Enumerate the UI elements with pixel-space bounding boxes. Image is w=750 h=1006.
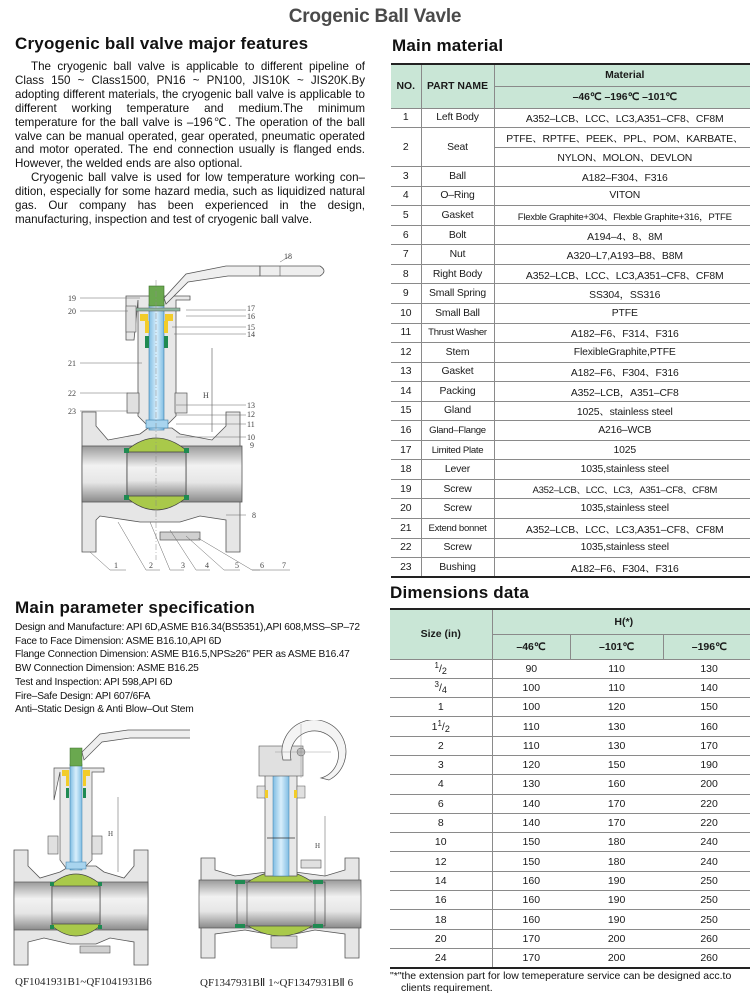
size-whole: 12 [434,855,447,868]
row-material: 1035,stainless steel [494,499,750,519]
row-part: Small Spring [421,284,494,304]
row-h-101: 160 [570,775,663,794]
row-part: Lever [421,460,494,480]
row-part: Bushing [421,558,494,578]
size-denominator: 2 [441,666,447,677]
callout-15: 15 [247,323,255,332]
row-part: Extend bonnet [421,518,494,538]
size-whole: 8 [437,817,444,830]
table-row [391,108,750,128]
table-row [390,794,750,813]
header-part-name: PART NAME [421,64,494,108]
table-row [390,678,750,697]
table-row [391,284,750,304]
row-part: Limited Plate [421,440,494,460]
material-header-row [391,64,750,86]
row-material: 1025 [494,440,750,460]
row-h-196: 150 [663,698,750,717]
table-row [390,948,750,967]
callout-4: 4 [205,561,209,570]
row-no: 12 [391,343,421,363]
row-part: Bolt [421,225,494,245]
table-row [391,460,750,480]
table-row [391,382,750,402]
row-h-196: 130 [663,659,750,678]
row-material: A216–WCB [494,421,750,441]
dimension-h-label: H [203,391,209,400]
row-part: Gasket [421,362,494,382]
header-temperatures: –46℃ –196℃ –101℃ [494,86,750,108]
row-part: Seat [421,128,494,167]
size-whole: 6 [437,797,444,810]
callout-1: 1 [114,561,118,570]
row-h-196: 220 [663,813,750,832]
size-whole: 10 [434,836,447,849]
table-row [390,871,750,890]
row-material: SS304，SS316 [494,284,750,304]
row-part: Screw [421,538,494,558]
callout-23: 23 [68,407,76,416]
row-material: PTFE、RPTFE、PEEK、PPL、POM、KARBATE、 [494,128,750,148]
model-caption-lever: QF1041931B1~QF1041931B6 [15,976,152,988]
row-part: O–Ring [421,186,494,206]
row-h-46: 170 [492,948,570,967]
row-size [390,833,492,852]
table-row [390,755,750,774]
param-test-inspection: Test and Inspection: API 598,API 6D [15,676,173,688]
dims-header-row [390,609,750,634]
row-part: Small Ball [421,303,494,323]
callout-3: 3 [181,561,185,570]
features-paragraph-2: Cryogenic ball valve is used for low temperature working con–dition, especially for some hazard media, such as liquidized natural gas. Our company has been experienced in the design, manufacturing, inspection and test of cryogenic ball valve. [15,171,365,226]
table-row [391,558,750,578]
size-whole: 4 [437,778,444,791]
header-h: H(*) [492,609,750,634]
row-no: 14 [391,382,421,402]
row-size [390,929,492,948]
parameters-list [15,621,375,717]
callout-13: 13 [247,401,255,410]
row-no: 15 [391,401,421,421]
dimensions-table-body [390,659,750,968]
row-h-46: 130 [492,775,570,794]
row-material: 1035,stainless steel [494,538,750,558]
row-h-101: 110 [570,659,663,678]
row-size [390,813,492,832]
row-size [390,852,492,871]
row-h-101: 170 [570,794,663,813]
footnote-line-1: "*"the extension part for low temeperature service can be designed acc.to [390,970,732,982]
row-part: Screw [421,499,494,519]
row-part: Left Body [421,108,494,128]
fraction-slash: / [439,682,442,695]
row-h-46: 160 [492,891,570,910]
row-no: 22 [391,538,421,558]
row-part: Nut [421,245,494,265]
table-row [391,343,750,363]
table-row [390,736,750,755]
size-whole: 14 [434,874,447,887]
header-temp-46: –46℃ [492,634,570,659]
row-size [390,871,492,890]
row-material: FlexibleGraphite,PTFE [494,343,750,363]
row-h-101: 190 [570,871,663,890]
callout-11: 11 [247,420,255,429]
header-temp-196: –196℃ [663,634,750,659]
row-part: Stem [421,343,494,363]
header-size: Size (in) [390,609,492,659]
row-part: Gland [421,401,494,421]
row-h-46: 150 [492,852,570,871]
table-row [391,206,750,226]
model-caption-gear: QF1347931BⅡ 1~QF1347931BⅡ 6 [200,977,354,989]
row-no: 17 [391,440,421,460]
row-h-46: 100 [492,678,570,697]
table-row [391,499,750,519]
row-h-101: 110 [570,678,663,697]
row-material: A352–LCB，A351–CF8 [494,382,750,402]
row-no: 4 [391,186,421,206]
table-row [390,852,750,871]
callout-22: 22 [68,389,76,398]
row-no: 10 [391,303,421,323]
row-h-101: 130 [570,736,663,755]
row-size [390,717,492,736]
table-row [391,479,750,499]
row-part: Packing [421,382,494,402]
row-h-196: 250 [663,871,750,890]
row-material: A352–LCB、LCC、LC3，A351–CF8、CF8M [494,479,750,499]
row-part: Gasket [421,206,494,226]
row-material: A182–F304、F316 [494,167,750,187]
row-no: 8 [391,264,421,284]
row-part: Gland–Flange [421,421,494,441]
row-h-101: 200 [570,929,663,948]
row-h-46: 100 [492,698,570,717]
row-no: 5 [391,206,421,226]
row-h-46: 110 [492,717,570,736]
row-h-101: 130 [570,717,663,736]
row-size [390,948,492,967]
row-material: A352–LCB、LCC、LC3,A351–CF8、CF8M [494,518,750,538]
callout-10: 10 [247,433,255,442]
row-h-196: 200 [663,775,750,794]
table-row [391,421,750,441]
row-h-101: 150 [570,755,663,774]
table-row [390,775,750,794]
table-row [390,929,750,948]
row-material: A352–LCB、LCC、LC3,A351–CF8、CF8M [494,108,750,128]
row-h-196: 160 [663,717,750,736]
row-material: A320–L7,A193–B8、B8M [494,245,750,265]
row-no: 11 [391,323,421,343]
row-h-196: 260 [663,929,750,948]
row-material: A182–F6、F304、F316 [494,558,750,578]
size-numerator: 1 [437,719,442,729]
callout-21: 21 [68,359,76,368]
table-row [391,245,750,265]
row-no: 19 [391,479,421,499]
row-no: 9 [391,284,421,304]
material-table [391,63,750,578]
row-h-101: 190 [570,910,663,929]
row-h-101: 190 [570,891,663,910]
table-row [391,401,750,421]
row-material: Flexble Graphite+304、Flexble Graphite+316，PTFE [494,206,750,226]
row-no: 16 [391,421,421,441]
valve-diagram-right-part [200,240,380,580]
size-whole: 20 [434,932,447,945]
row-no: 7 [391,245,421,265]
row-size [390,698,492,717]
header-no: NO. [391,64,421,108]
dimensions-heading: Dimensions data [390,583,530,602]
table-row [391,264,750,284]
table-row [391,362,750,382]
table-row [390,891,750,910]
row-h-196: 190 [663,755,750,774]
callout-19: 19 [68,294,76,303]
callout-8: 8 [252,511,256,520]
footnote-line-2: clients requirement. [401,982,493,994]
row-part: Thrust Washer [421,323,494,343]
material-heading: Main material [392,36,504,55]
size-numerator: 1 [434,661,439,671]
features-paragraph-1: The cryogenic ball valve is applicable to different pipeline of Class 150 ~ Class1500, PN16 ~ PN100, JIS10K ~ JIS20K.By adopting different materials, the cryogenic ball valve is applicable to different working temperature and medium.The minimum temperature for the ball valve is –196℃. The operation of the ball valve can be manual operated, gear operated, pneumatic operated and motor operated. The end connection usually is flanged ends. However, the welded ends are also optional. [15,60,365,171]
table-row [391,186,750,206]
dimensions-footnote [390,970,750,994]
param-design-manufacture: Design and Manufacture: API 6D,ASME B16.34(BS5351),API 608,MSS–SP–72 [15,622,360,633]
row-h-101: 180 [570,833,663,852]
callout-14: 14 [247,330,255,339]
row-h-101: 170 [570,813,663,832]
size-whole: 1 [437,701,444,714]
row-h-196: 170 [663,736,750,755]
row-no: 2 [391,128,421,167]
row-h-46: 140 [492,794,570,813]
callout-17: 17 [247,304,255,313]
size-whole: 18 [434,913,447,926]
callout-5: 5 [235,561,239,570]
table-row [390,698,750,717]
size-whole: 16 [434,894,447,907]
row-h-46: 110 [492,736,570,755]
row-h-196: 250 [663,891,750,910]
table-row [390,833,750,852]
fraction-slash: / [441,721,445,734]
fraction-slash: / [439,663,442,676]
size-whole: 3 [437,759,444,772]
lever-operated-valve-diagram [0,720,190,970]
row-no: 21 [391,518,421,538]
row-no: 6 [391,225,421,245]
row-size [390,755,492,774]
param-flange-connection: Flange Connection Dimension: ASME B16.5,NPS≥26" PER as ASME B16.47 [15,649,350,661]
size-whole: 1 [431,721,438,734]
table-row [390,659,750,678]
row-h-101: 180 [570,852,663,871]
row-h-46: 120 [492,755,570,774]
gear-dimension-h-label: H [315,842,321,850]
size-numerator: 3 [434,680,439,690]
param-anti-static: Anti–Static Design & Anti Blow–Out Stem [15,704,194,716]
callout-7: 7 [282,561,286,570]
size-denominator: 2 [444,724,450,735]
row-h-46: 170 [492,929,570,948]
param-fire-safe: Fire–Safe Design: API 607/6FA [15,690,151,702]
row-h-101: 120 [570,698,663,717]
row-material: A182–F6、F314、F316 [494,323,750,343]
table-row [390,813,750,832]
row-size [390,794,492,813]
row-no: 23 [391,558,421,578]
callout-2: 2 [149,561,153,570]
row-no: 13 [391,362,421,382]
size-denominator: 4 [441,685,447,696]
row-h-196: 260 [663,948,750,967]
row-size [390,736,492,755]
row-h-196: 240 [663,852,750,871]
row-material: A182–F6、F304、F316 [494,362,750,382]
parameters-heading: Main parameter specification [15,598,255,617]
row-h-196: 220 [663,794,750,813]
row-h-46: 160 [492,910,570,929]
row-size [390,775,492,794]
row-size [390,678,492,697]
callout-6: 6 [260,561,264,570]
callout-16: 16 [247,312,255,321]
table-row [391,538,750,558]
row-h-101: 200 [570,948,663,967]
row-h-196: 140 [663,678,750,697]
lever-dimension-h-label: H [108,830,114,838]
callout-20: 20 [68,307,76,316]
row-material-continued: NYLON、MOLON、DEVLON [494,147,750,167]
features-heading: Cryogenic ball valve major features [15,34,309,53]
row-h-46: 140 [492,813,570,832]
row-size [390,891,492,910]
table-row [391,303,750,323]
size-whole: 24 [434,951,447,964]
table-row [391,323,750,343]
row-h-46: 90 [492,659,570,678]
row-h-46: 150 [492,833,570,852]
table-row [391,440,750,460]
param-face-to-face: Face to Face Dimension: ASME B16.10,API 6D [15,635,222,647]
row-no: 20 [391,499,421,519]
row-material: 1035,stainless steel [494,460,750,480]
row-h-196: 250 [663,910,750,929]
row-material: A194–4、8、8M [494,225,750,245]
table-row [391,225,750,245]
table-row [390,910,750,929]
row-material: 1025、stainless steel [494,401,750,421]
page-title: Crogenic Ball Vavle [288,6,462,27]
row-material: PTFE [494,303,750,323]
size-whole: 2 [437,739,444,752]
row-part: Right Body [421,264,494,284]
row-h-196: 240 [663,833,750,852]
table-row [390,717,750,736]
row-size [390,910,492,929]
features-text [15,60,365,227]
row-size [390,659,492,678]
dimensions-table [390,608,750,969]
callout-18-label: 18 [284,252,292,261]
row-material: A352–LCB、LCC、LC3,A351–CF8、CF8M [494,264,750,284]
table-row [391,128,750,148]
table-row [391,167,750,187]
callout-9: 9 [250,441,254,450]
row-no: 3 [391,167,421,187]
row-h-46: 160 [492,871,570,890]
header-temp-101: –101℃ [570,634,663,659]
row-material: VITON [494,186,750,206]
row-no: 18 [391,460,421,480]
row-part: Ball [421,167,494,187]
param-bw-connection: BW Connection Dimension: ASME B16.25 [15,663,199,675]
row-no: 1 [391,108,421,128]
callout-12: 12 [247,410,255,419]
header-material: Material [494,64,750,86]
table-row [391,518,750,538]
row-part: Screw [421,479,494,499]
gear-operated-valve-diagram [195,720,375,970]
